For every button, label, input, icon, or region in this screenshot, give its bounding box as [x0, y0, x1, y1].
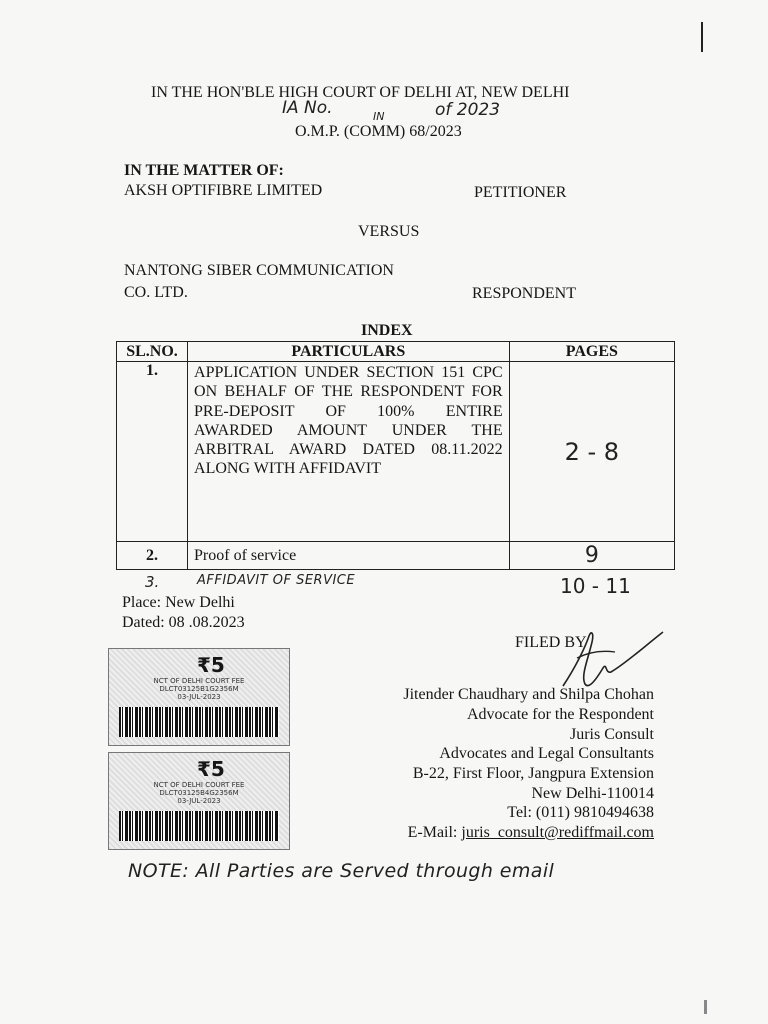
address-line-1: B-22, First Floor, Jangpura Extension	[412, 765, 654, 782]
table-row	[117, 542, 675, 570]
advocate-names: Jitender Chaudhary and Shilpa Chohan	[403, 686, 654, 703]
barcode	[119, 707, 279, 737]
firm-name: Juris Consult	[569, 726, 654, 743]
index-table	[116, 341, 675, 570]
handwritten-note: NOTE: All Parties are Served through email	[128, 860, 555, 882]
petitioner-label: PETITIONER	[474, 184, 567, 201]
telephone: Tel: (011) 9810494638	[507, 804, 654, 821]
respondent-name-line1: NANTONG SIBER COMMUNICATION	[124, 262, 394, 279]
email-link[interactable]: juris_consult@rediffmail.com	[461, 824, 654, 841]
stamp-label-line: 03-JUL-2023	[177, 693, 221, 701]
court-fee-stamp	[108, 648, 290, 746]
ia-year-handwritten: of 2023	[435, 100, 501, 120]
row-slno: 2.	[117, 542, 188, 570]
court-heading: IN THE HON'BLE HIGH COURT OF DELHI AT, NEW DELHI	[151, 84, 570, 101]
stamp-label	[129, 677, 269, 701]
stamp-label	[129, 781, 269, 805]
stamp-label-line: DLCT03125B4G2356M	[159, 789, 239, 797]
handwritten-pages: 10 - 11	[560, 574, 631, 598]
col-slno: SL.NO.	[117, 342, 188, 362]
col-pages: PAGES	[509, 342, 674, 362]
respondent-label: RESPONDENT	[472, 285, 577, 302]
stamp-label-line: NCT OF DELHI COURT FEE	[153, 677, 245, 685]
table-row	[117, 362, 675, 542]
row-particulars: Proof of service	[188, 542, 510, 570]
ia-in-handwritten: IN	[373, 110, 385, 123]
row-pages: 9	[509, 542, 674, 570]
handwritten-slno: 3.	[145, 573, 160, 591]
corner-mark	[701, 22, 703, 52]
advocate-role: Advocate for the Respondent	[466, 706, 654, 723]
petitioner-name: AKSH OPTIFIBRE LIMITED	[124, 182, 323, 199]
place: Place: New Delhi	[122, 594, 235, 611]
stamp-amount: ₹5	[197, 757, 225, 781]
stamp-label-line: 03-JUL-2023	[177, 797, 221, 805]
email-line	[408, 824, 654, 842]
email-label: E-Mail:	[407, 824, 458, 841]
stamp-label-line: NCT OF DELHI COURT FEE	[153, 781, 245, 789]
stamp-amount: ₹5	[197, 653, 225, 677]
versus-label: VERSUS	[358, 223, 420, 240]
index-title: INDEX	[361, 322, 413, 339]
index-header-row	[117, 342, 675, 362]
ia-handwritten: IA No.	[282, 98, 333, 118]
respondent-name-line2: CO. LTD.	[124, 284, 188, 301]
dated: Dated: 08 .08.2023	[122, 614, 245, 631]
case-number: O.M.P. (COMM) 68/2023	[295, 123, 462, 140]
matter-heading: IN THE MATTER OF:	[124, 162, 284, 179]
stamp-label-line: DLCT03125B1G2356M	[159, 685, 239, 693]
row-particulars: APPLICATION UNDER SECTION 151 CPC ON BEHALF OF THE RESPONDENT FOR PRE-DEPOSIT OF 100% ENTIRE AWARDED AMOUNT UNDER THE ARBITRAL AWARD DATED 08.11.2022 ALONG WITH AFFIDAVIT	[188, 362, 510, 542]
col-particulars: PARTICULARS	[188, 342, 510, 362]
barcode	[119, 811, 279, 841]
filed-by: FILED BY	[515, 634, 587, 651]
handwritten-particulars: AFFIDAVIT OF SERVICE	[197, 573, 356, 588]
row-slno: 1.	[117, 362, 188, 542]
court-fee-stamp	[108, 752, 290, 850]
row-pages: 2 - 8	[509, 362, 674, 542]
address-line-2: New Delhi-110014	[531, 785, 654, 802]
scan-mark	[704, 1000, 707, 1014]
firm-description: Advocates and Legal Consultants	[439, 745, 654, 762]
